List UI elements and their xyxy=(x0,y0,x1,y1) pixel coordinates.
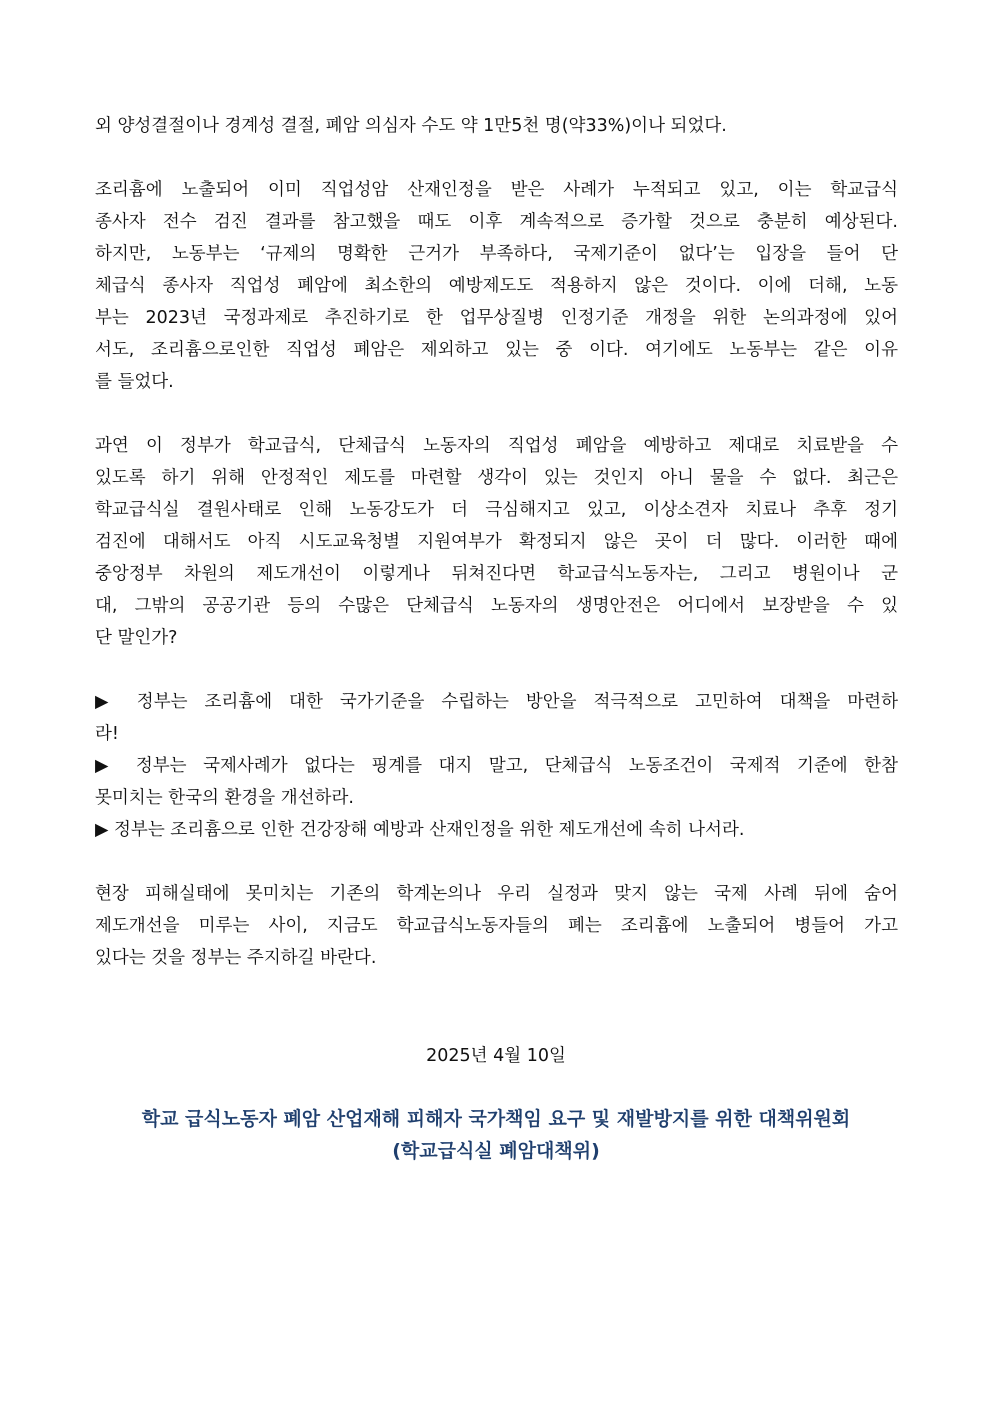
paragraph-2 xyxy=(95,174,898,398)
text-line: 단 말인가? xyxy=(95,628,178,648)
text-line: 서도, 조리흄으로인한 직업성 폐암은 제외하고 있는 중 이다. 여기에도 노동부는 같은 이유 xyxy=(95,340,898,360)
paragraph-gap xyxy=(95,398,898,430)
text-line: 를 들었다. xyxy=(95,372,174,392)
text-line: 있도록 하기 위해 안정적인 제도를 마련할 생각이 있는 것인지 아니 물을 수 없다. 최근은 xyxy=(95,468,898,488)
document-body xyxy=(95,110,898,974)
text-line: 하지만, 노동부는 ‘규제의 명확한 근거가 부족하다, 국제기준이 없다’는 입장을 들어 단 xyxy=(95,244,898,264)
text-line: 부는 2023년 국정과제로 추진하기로 한 업무상질병 인정기준 개정을 위한 논의과정에 있어 xyxy=(95,308,898,328)
text-line: 중앙정부 차원의 제도개선이 이렇게나 뒤쳐진다면 학교급식노동자는, 그리고 병원이나 군 xyxy=(95,564,898,584)
signatory xyxy=(0,1103,992,1167)
demand-item: ▶ 정부는 국제사례가 없다는 핑계를 대지 말고, 단체급식 노동조건이 국제적 기준에 한참 xyxy=(95,756,898,776)
text-line: 체급식 종사자 직업성 폐암에 최소한의 예방제도도 적용하지 않은 것이다. 이에 더해, 노동 xyxy=(95,276,898,296)
text-line: 제도개선을 미루는 사이, 지금도 학교급식노동자들의 폐는 조리흄에 노출되어 병들어 가고 xyxy=(95,916,898,936)
paragraph-4 xyxy=(95,878,898,974)
demand-item-continuation: 라! xyxy=(95,724,119,744)
statement-date: 2025년 4월 10일 xyxy=(426,1046,566,1066)
paragraph-1 xyxy=(95,110,898,142)
demand-item: ▶ 정부는 조리흄에 대한 국가기준을 수립하는 방안을 적극적으로 고민하여 대책을 마련하 xyxy=(95,692,898,712)
demands-list xyxy=(95,686,898,846)
organization-short-name: (학교급식실 폐암대책위) xyxy=(392,1140,600,1162)
paragraph-gap xyxy=(95,846,898,878)
text-line: 종사자 전수 검진 결과를 참고했을 때도 이후 계속적으로 증가할 것으로 충분히 예상된다. xyxy=(95,212,898,232)
text-line: 있다는 것을 정부는 주지하길 바란다. xyxy=(95,948,377,968)
paragraph-3 xyxy=(95,430,898,654)
text-line: 현장 피해실태에 못미치는 기존의 학계논의나 우리 실정과 맞지 않는 국제 사례 뒤에 숨어 xyxy=(95,884,898,904)
organization-name: 학교 급식노동자 폐암 산업재해 피해자 국가책임 요구 및 재발방지를 위한 대책위원회 xyxy=(141,1108,851,1130)
paragraph-gap xyxy=(95,142,898,174)
demand-item: ▶ 정부는 조리흄으로 인한 건강장해 예방과 산재인정을 위한 제도개선에 속히 나서라. xyxy=(95,820,745,840)
paragraph-gap xyxy=(95,654,898,686)
text-line: 대, 그밖의 공공기관 등의 수많은 단체급식 노동자의 생명안전은 어디에서 보장받을 수 있 xyxy=(95,596,898,616)
text-line: 외 양성결절이나 경계성 결절, 폐암 의심자 수도 약 1만5천 명(약33%)이나 되었다. xyxy=(95,116,727,136)
text-line: 검진에 대해서도 아직 시도교육청별 지원여부가 확정되지 않은 곳이 더 많다. 이러한 때에 xyxy=(95,532,898,552)
text-line: 학교급식실 결원사태로 인해 노동강도가 더 극심해지고 있고, 이상소견자 치료나 추후 정기 xyxy=(95,500,898,520)
text-line: 과연 이 정부가 학교급식, 단체급식 노동자의 직업성 폐암을 예방하고 제대로 치료받을 수 xyxy=(95,436,898,456)
demand-item-continuation: 못미치는 한국의 환경을 개선하라. xyxy=(95,788,354,808)
text-line: 조리흄에 노출되어 이미 직업성암 산재인정을 받은 사례가 누적되고 있고, 이는 학교급식 xyxy=(95,180,898,200)
